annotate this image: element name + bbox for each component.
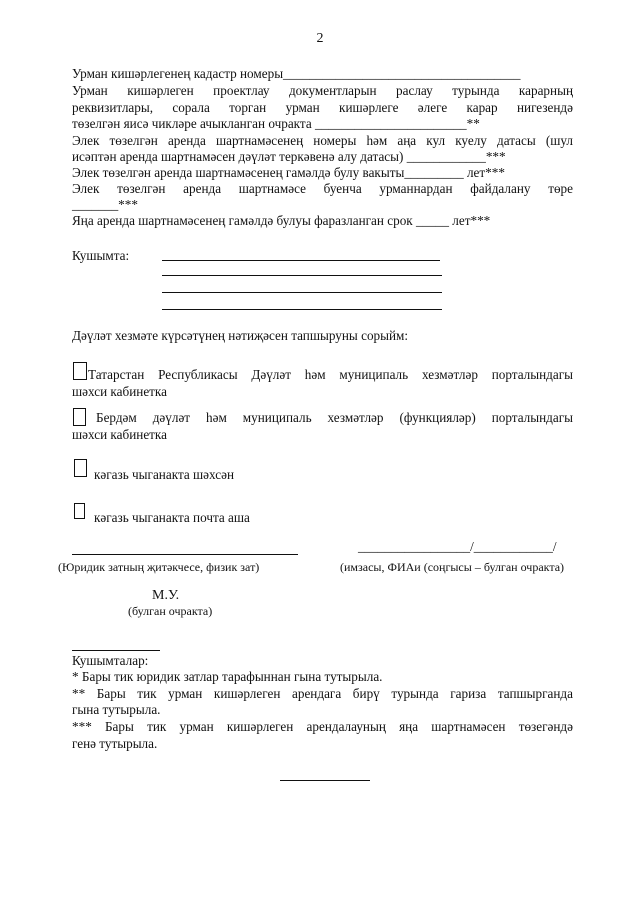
attachment-line-3: [162, 292, 442, 293]
footnote-3-line-2: генә тутырыла.: [72, 736, 158, 751]
option-paper-in-person-label: кәгазь чыганакта шәхсән: [94, 467, 235, 482]
option-paper-in-person-checkbox[interactable]: [74, 459, 87, 477]
footnote-3-line-1: *** Бары тик урман кишәрлеген арендалауның яңа шартнамәсен төзегәндә: [72, 719, 573, 734]
project-docs-line-3: төзелгән яисә чикләре ачыкланган очракта _______________________**: [72, 116, 480, 131]
new-lease-term-line: Яңа аренда шартнамәсенең гамәлдә булуы фаразланган срок _____ лет***: [72, 213, 491, 228]
seal-note: (булган очракта): [128, 604, 213, 618]
lease-number-line-2: исәптән аренда шартнамәсен дәүләт теркәвенә алу датасы) ____________***: [72, 149, 506, 164]
option-paper-by-mail-label: кәгазь чыганакта почта аша: [94, 510, 250, 525]
forest-use-line-1: Элек төзелгән аренда шартнамәсе буенча урманнардан файдалану төре: [72, 181, 573, 196]
seal-label: М.У.: [152, 588, 180, 603]
footnote-2-line-1: ** Бары тик урман кишәрлеген арендага бирү турында гариза тапшырганда: [72, 686, 573, 701]
footnote-2-line-2: гына тутырыла.: [72, 702, 161, 717]
attachment-label: Кушымта:: [72, 248, 130, 263]
option-regional-portal-label-1: Татарстан Республикасы Дәүләт һәм муниципаль хезмәтләр порталындагы: [88, 367, 573, 382]
option-federal-portal-checkbox[interactable]: [73, 408, 86, 426]
page-number: 2: [316, 31, 324, 46]
option-federal-portal-label-1: Бердәм дәүләт һәм муниципаль хезмәтләр (функцияләр) порталындагы: [96, 410, 573, 425]
project-docs-line-1: Урман кишәрлеген проектлау документларын раслау турында карарның: [72, 83, 573, 98]
option-paper-by-mail-checkbox[interactable]: [74, 503, 85, 519]
attachment-line-2: [162, 275, 442, 276]
attachment-line-4: [162, 309, 442, 310]
option-regional-portal-checkbox[interactable]: [73, 362, 87, 380]
lease-term-line: Элек төзелгән аренда шартнамәсенең гамәлдә булу вакыты_________ лет***: [72, 165, 505, 180]
forest-use-line-2: _______***: [72, 197, 138, 212]
signature-name-line: _________________/____________/: [358, 539, 557, 554]
signature-caption: (имзасы, ФИАи (соңгысы – булган очракта): [340, 560, 565, 574]
project-docs-line-2: реквизитлары, сорала торган урман кишәрлеге әлеге карар нигезендә: [72, 100, 573, 115]
footnote-separator: [72, 650, 160, 651]
result-heading: Дәүләт хезмәте күрсәтүнең нәтиҗәсен тапшыруны сорыйм:: [72, 328, 409, 343]
applicant-signature-line: [72, 554, 298, 555]
applicant-caption: (Юридик затның җитәкчесе, физик зат): [58, 560, 260, 574]
cadastral-number-line: Урман кишәрлегенең кадастр номеры____________________________________: [72, 66, 521, 81]
end-separator: [280, 780, 370, 781]
lease-number-line-1: Элек төзелгән аренда шартнамәсенең номеры һәм аңа кул куелу датасы (шул: [72, 133, 573, 148]
attachment-line-1: [162, 260, 440, 261]
footnote-1: * Бары тик юридик затлар тарафыннан гына тутырыла.: [72, 669, 383, 684]
option-regional-portal-label-2: шәхси кабинетка: [72, 384, 167, 399]
option-federal-portal-label-2: шәхси кабинетка: [72, 427, 167, 442]
footnotes-title: Кушымталар:: [72, 653, 149, 668]
